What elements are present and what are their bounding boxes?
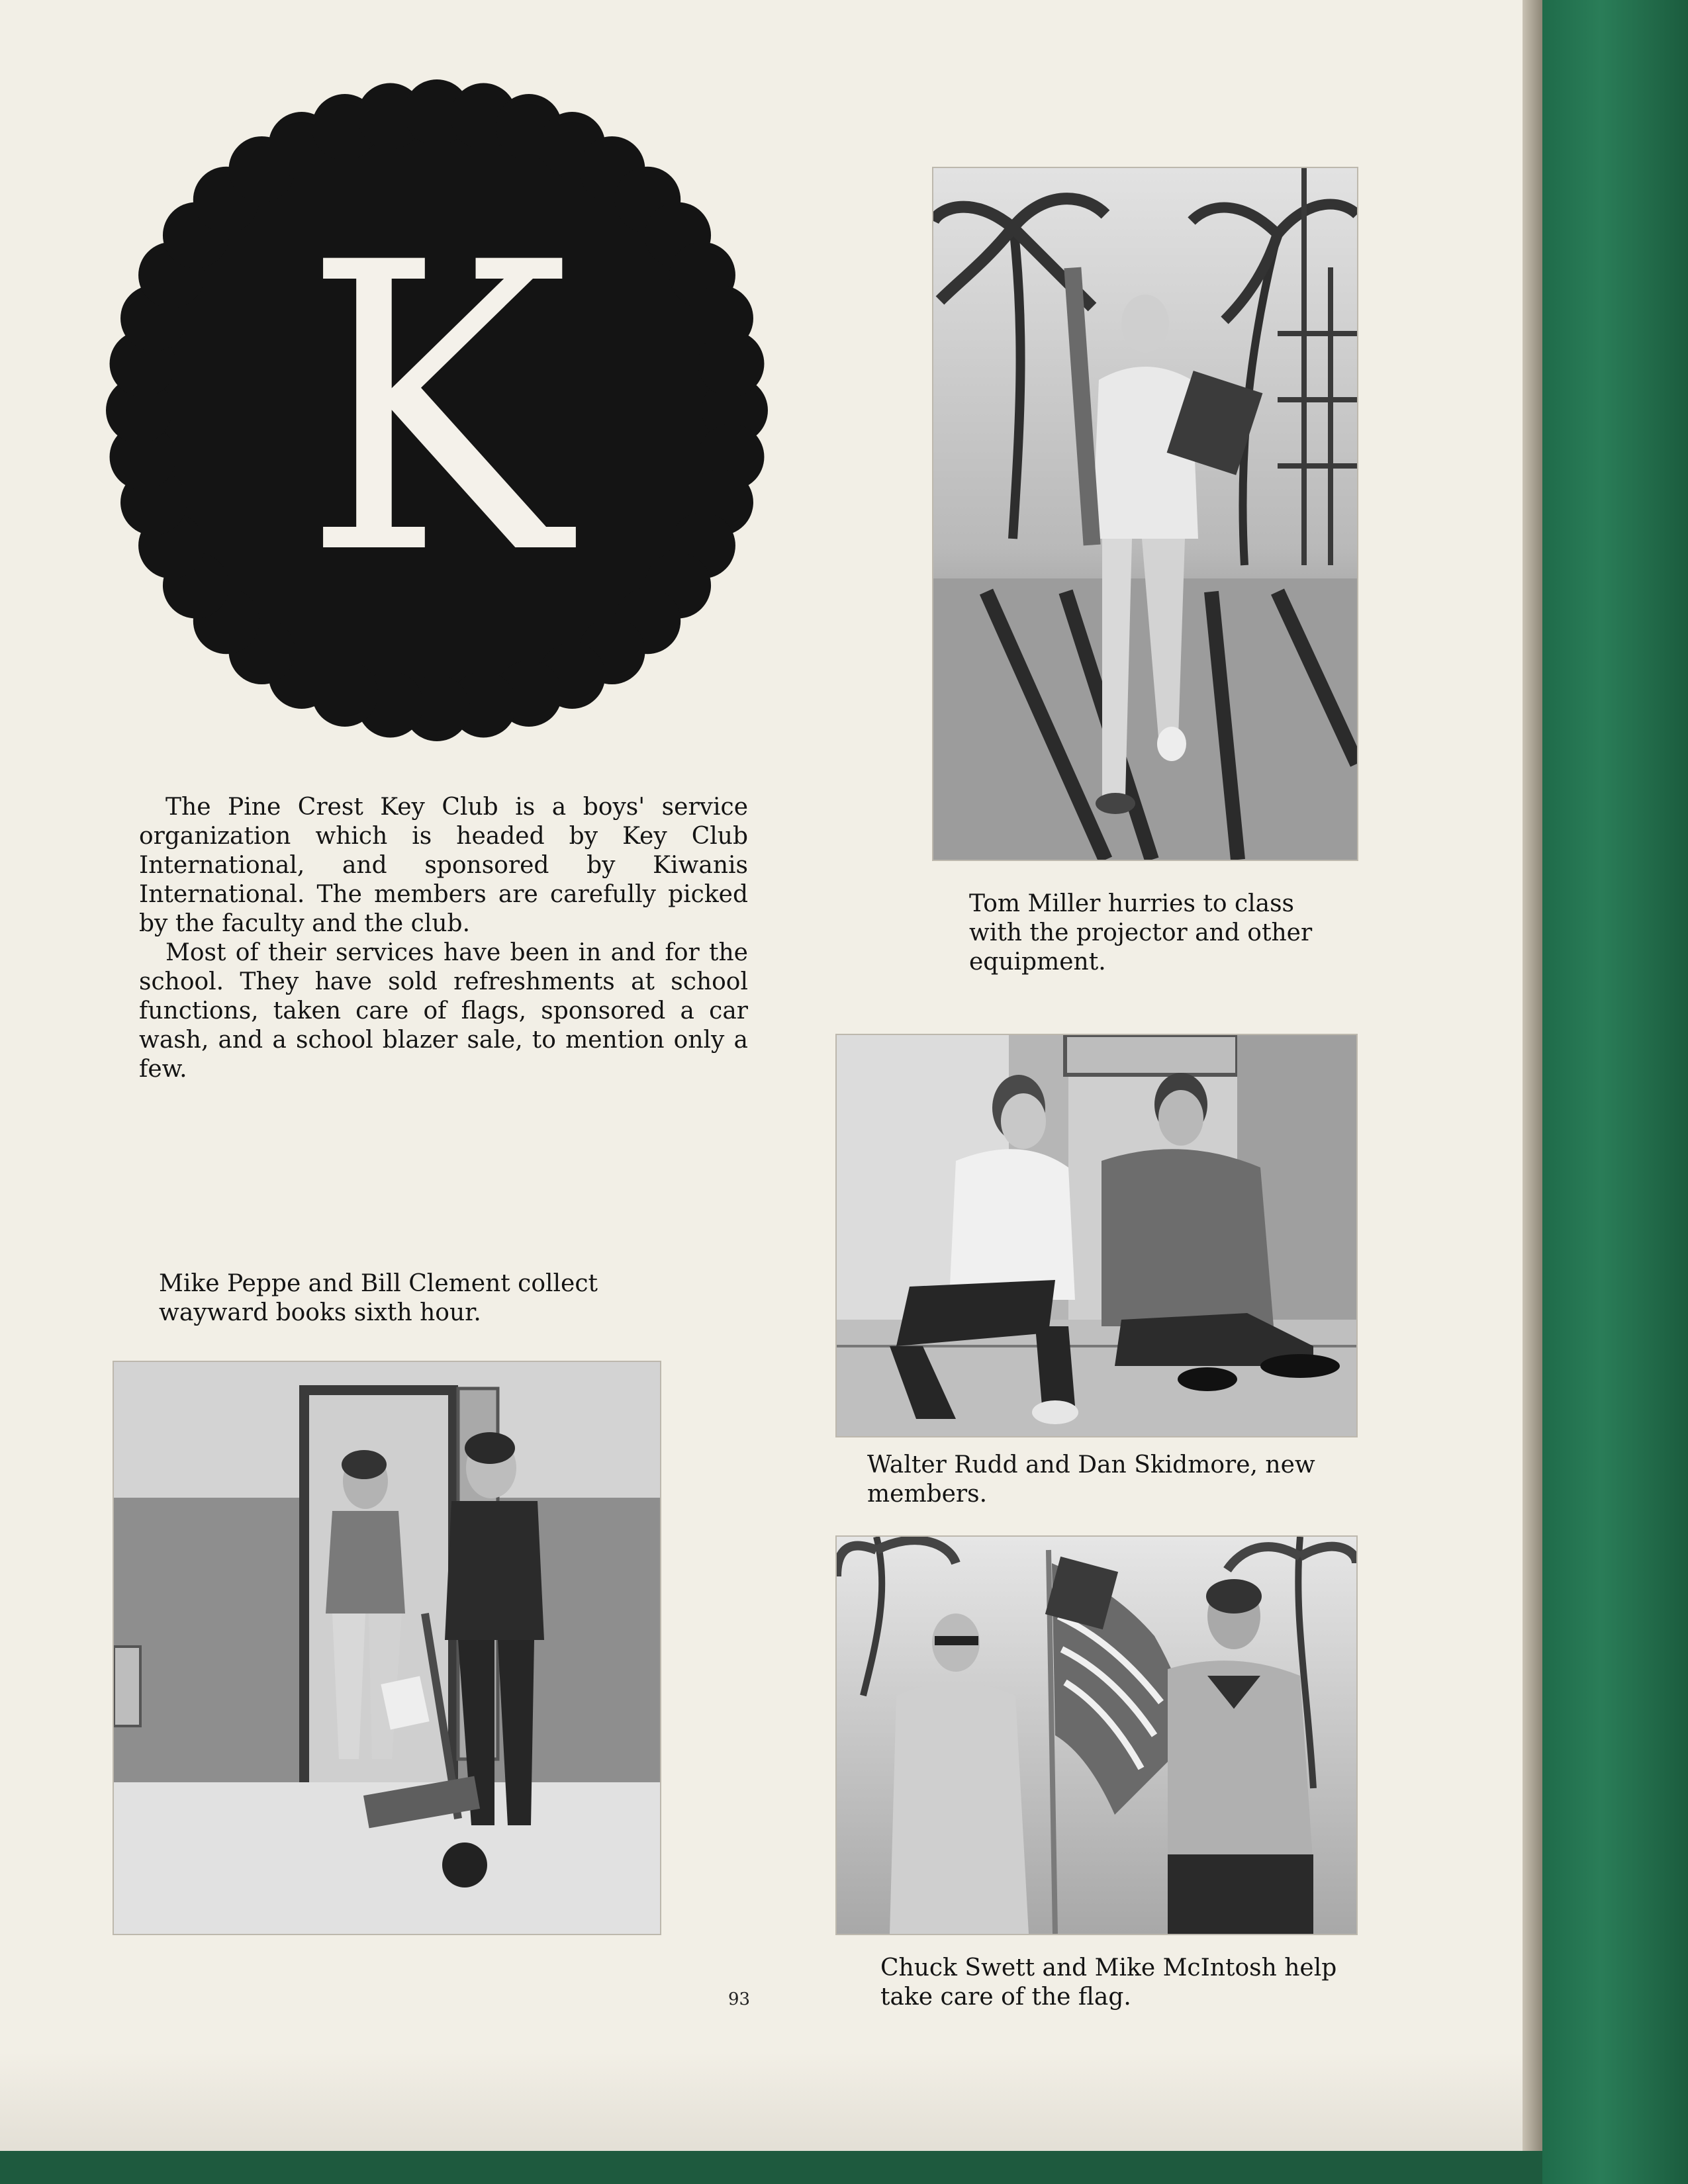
- caption-peppe-clement: Mike Peppe and Bill Clement collect wayward books sixth hour.: [159, 1270, 598, 1326]
- photo-rudd-skidmore-image: [837, 1035, 1356, 1436]
- caption-swett-mcintosh: Chuck Swett and Mike McIntosh help take care of the flag.: [880, 1954, 1337, 2011]
- photo-peppe-clement: [113, 1361, 661, 1935]
- intro-paragraph-2: Most of their services have been in and for the school. They have sold refreshments at school functions, taken care of flags, sponsored a car wash, and a school blazer sale, to mention only a few.: [139, 939, 748, 1083]
- caption-rudd-skidmore: Walter Rudd and Dan Skidmore, new members.: [867, 1451, 1315, 1508]
- photo-tom-miller-image: [933, 168, 1357, 860]
- photo-peppe-clement-image: [114, 1362, 660, 1934]
- photo-rudd-skidmore: [835, 1034, 1358, 1437]
- photo-swett-mcintosh-image: [837, 1537, 1356, 1934]
- intro-paragraph-1: The Pine Crest Key Club is a boys' service organization which is headed by Key Club International, and sponsored by Kiwanis International. The members are carefully picked by the faculty and the club.: [139, 794, 748, 937]
- page-edge: [1523, 0, 1542, 2151]
- book-cover: [1542, 0, 1688, 2184]
- caption-tom-miller: Tom Miller hurries to class with the projector and other equipment.: [969, 890, 1313, 976]
- key-club-emblem: [86, 73, 788, 748]
- photo-tom-miller: [932, 167, 1358, 861]
- book-cover-bottom: [0, 2151, 1542, 2184]
- intro-text: [139, 793, 748, 1084]
- page-number: 93: [728, 1989, 751, 2009]
- photo-swett-mcintosh: [835, 1535, 1358, 1935]
- emblem-letter: K: [303, 179, 571, 641]
- page-shadow: [0, 2052, 1523, 2151]
